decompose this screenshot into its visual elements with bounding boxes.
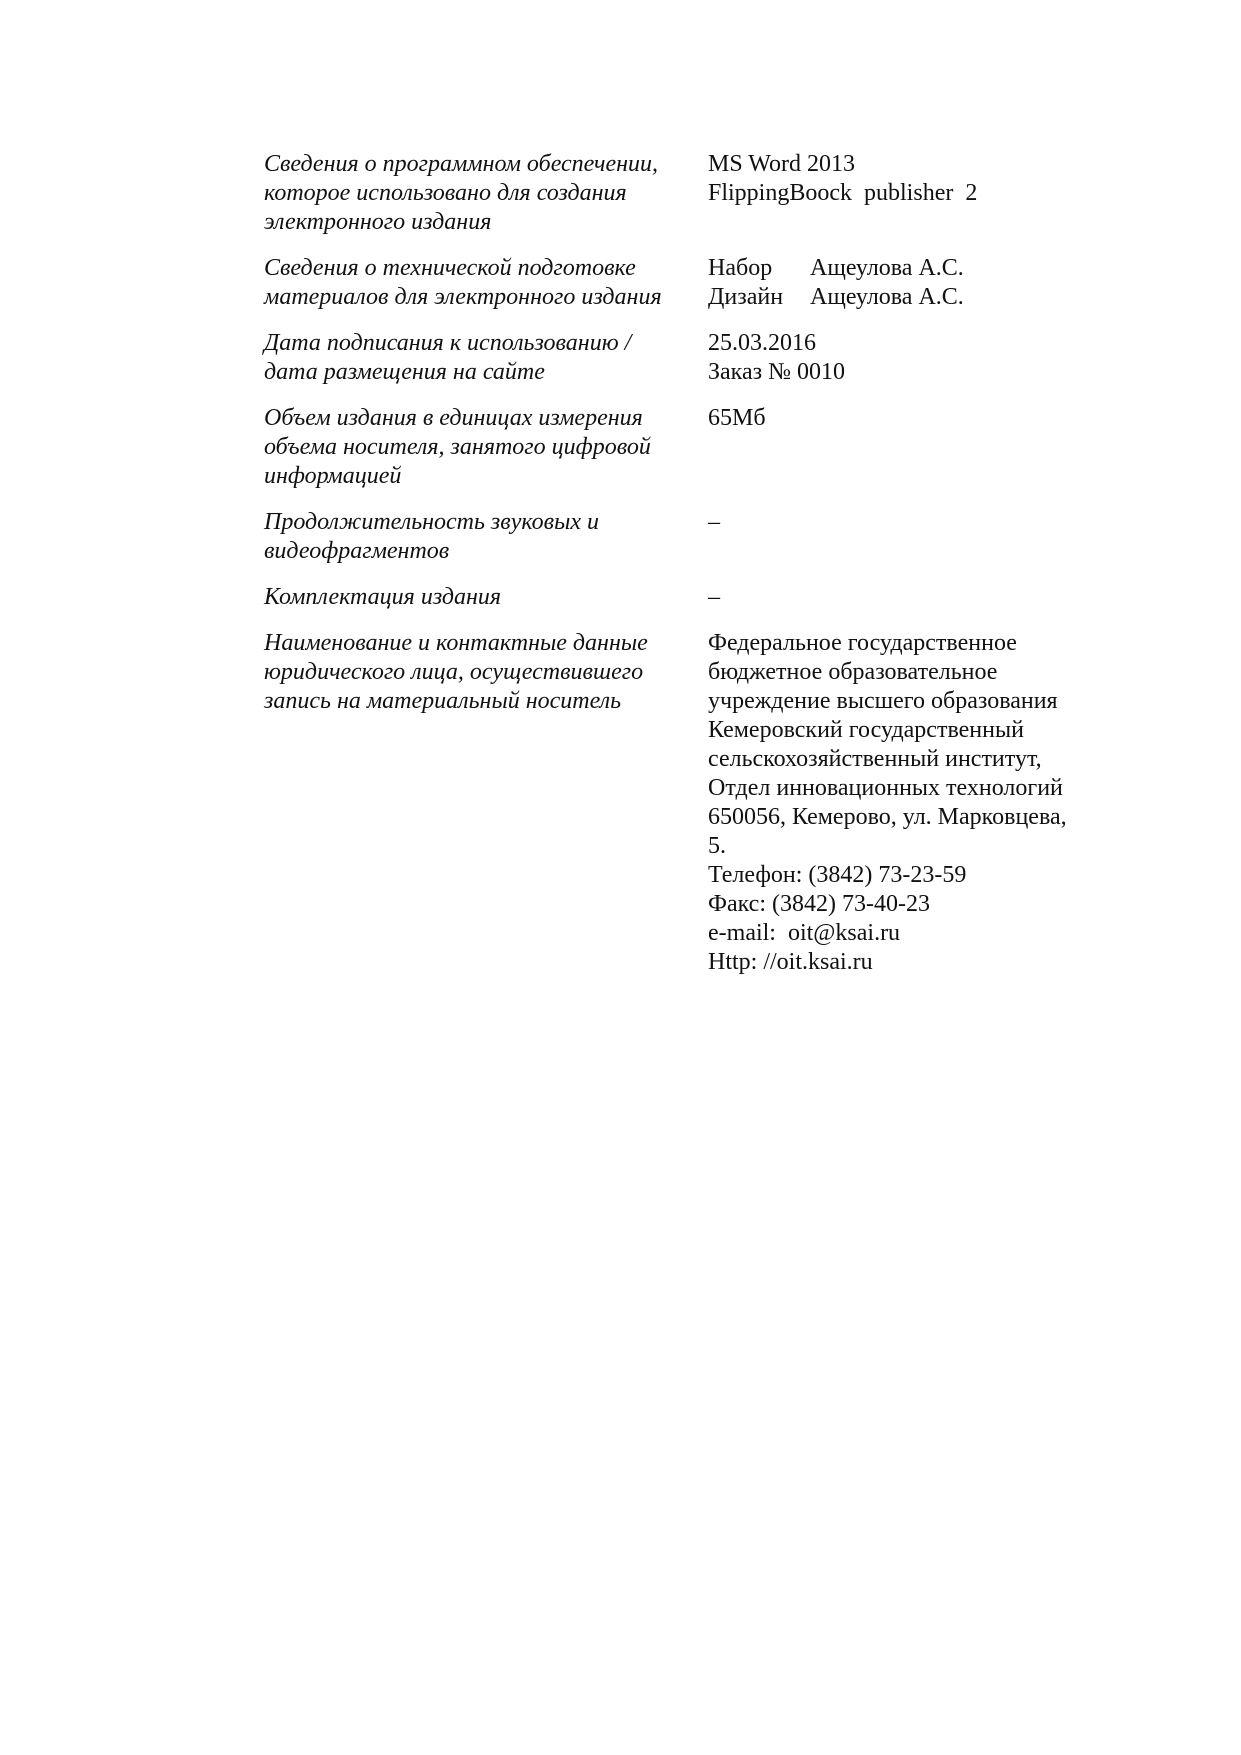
value-line: сельскохозяйственный институт,	[708, 746, 1042, 772]
label-line: Комплектация издания	[264, 584, 502, 610]
value-line: Факс: (3842) 73-40-23	[708, 891, 930, 917]
value-line: Телефон: (3842) 73-23-59	[708, 862, 967, 888]
info-value-software	[708, 150, 1104, 254]
value-line: FlippingBoock publisher 2	[708, 180, 978, 206]
label-line: юридического лица, осуществившего	[264, 659, 644, 685]
label-line: Сведения о технической подготовке	[264, 255, 636, 281]
email-line: e-mail: oit@ksai.ru	[708, 920, 901, 946]
value-line: 25.03.2016	[708, 330, 816, 356]
info-label-completeness	[264, 583, 708, 629]
label-line: Наименование и контактные данные	[264, 630, 648, 656]
info-value-completeness	[708, 583, 1104, 629]
label-line: электронного издания	[264, 209, 492, 235]
value-line: Отдел инновационных технологий	[708, 775, 1063, 801]
staff-line-design	[708, 283, 1104, 312]
info-row-completeness	[264, 583, 1104, 629]
info-label-technical-preparation	[264, 254, 708, 329]
staff-line-typesetting	[708, 254, 1104, 283]
value-line: Федеральное государственное	[708, 630, 1017, 656]
value-line: Кемеровский государственный	[708, 717, 1024, 743]
value-line: 650056, Кемерово, ул. Марковцева,	[708, 804, 1067, 830]
value-line: 65Мб	[708, 405, 766, 431]
info-label-volume	[264, 404, 708, 508]
label-line: Сведения о программном обеспечении,	[264, 151, 659, 177]
label-line: которое использовано для создания	[264, 180, 627, 206]
value-line: учреждение высшего образования	[708, 688, 1058, 714]
info-row-software	[264, 150, 1104, 254]
website-line: Http: //oit.ksai.ru	[708, 949, 873, 975]
info-value-volume	[708, 404, 1104, 508]
info-row-legal-entity	[264, 629, 1104, 994]
info-label-software	[264, 150, 708, 254]
label-line: материалов для электронного издания	[264, 284, 662, 310]
value-line: Заказ № 0010	[708, 359, 846, 385]
label-line: Дата подписания к использованию /	[264, 330, 632, 356]
info-label-legal-entity	[264, 629, 708, 994]
staff-name: Ащеулова А.С.	[810, 255, 964, 281]
info-row-volume	[264, 404, 1104, 508]
value-line: –	[708, 584, 720, 610]
value-line: MS Word 2013	[708, 151, 855, 177]
label-line: видеофрагментов	[264, 538, 450, 564]
info-row-signing-date	[264, 329, 1104, 404]
value-line: –	[708, 509, 720, 535]
info-value-signing-date	[708, 329, 1104, 404]
info-label-signing-date	[264, 329, 708, 404]
info-row-technical-preparation	[264, 254, 1104, 329]
publication-info-table	[264, 150, 1104, 994]
info-label-duration	[264, 508, 708, 583]
staff-role: Набор	[708, 255, 773, 281]
info-value-legal-entity	[708, 629, 1104, 994]
info-value-technical-preparation	[708, 254, 1104, 329]
label-line: информацией	[264, 463, 402, 489]
label-line: дата размещения на сайте	[264, 359, 545, 385]
label-line: запись на материальный носитель	[264, 688, 622, 714]
staff-name: Ащеулова А.С.	[810, 284, 964, 310]
value-line: бюджетное образовательное	[708, 659, 998, 685]
label-line: объема носителя, занятого цифровой	[264, 434, 651, 460]
value-line: 5.	[708, 833, 726, 859]
label-line: Продолжительность звуковых и	[264, 509, 600, 535]
label-line: Объем издания в единицах измерения	[264, 405, 643, 431]
info-row-duration	[264, 508, 1104, 583]
info-value-duration	[708, 508, 1104, 583]
staff-role: Дизайн	[708, 284, 784, 310]
